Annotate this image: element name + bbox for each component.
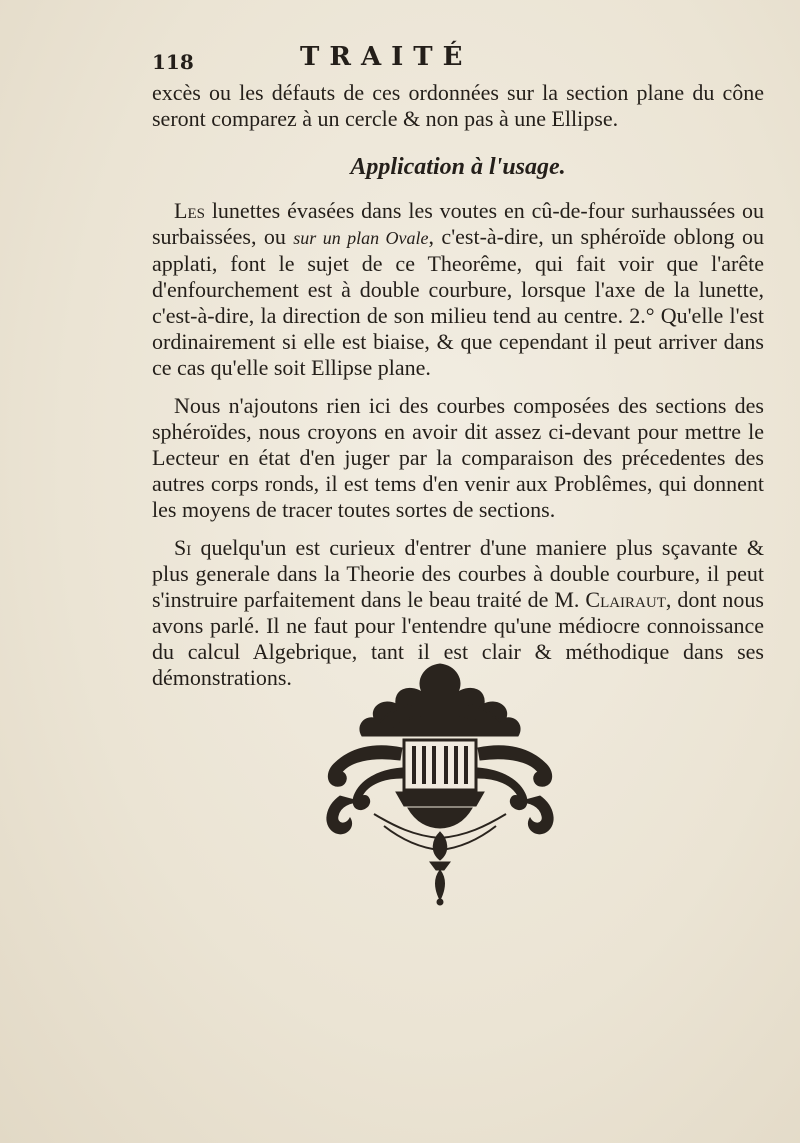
paragraph-spheroides: Nous n'ajoutons rien ici des courbes composées des sections des sphéroïdes, nous croyons en avoir dit assez ci-devant pour mettre le Lecteur en état d'en juger par la comparaison des précedentes des autres corps ronds, il est tems d'en venir aux Problêmes, qui donnent les moyens de tracer toutes sortes de sections. <box>152 393 764 522</box>
italic-phrase: sur un plan Ovale <box>293 228 429 248</box>
paragraph-continuation: excès ou les défauts de ces ordonnées sur la section plane du cône seront comparez à un cercle & non pas à une Ellipse. <box>152 80 764 131</box>
paragraph-lead-word: Les <box>174 198 205 223</box>
page-body <box>152 80 764 691</box>
author-name: Clairaut <box>585 587 666 612</box>
paragraph-lead-word: Si <box>174 535 192 560</box>
paragraph-text: lunettes évasées dans les voutes en cû-de-four surhaussées ou surbaissées, ou <box>152 198 764 249</box>
section-title: Application à l'usage. <box>350 154 566 180</box>
paragraph-text: quelqu'un est curieux d'entrer d'une maniere plus sçavante & plus generale dans la Theorie des courbes à double courbure, il peut s'instruire parfaitement dans le beau traité de M. <box>152 535 764 612</box>
running-title: TRAITÉ <box>300 42 473 72</box>
page-number: 118 <box>152 50 194 74</box>
page-header <box>152 40 762 76</box>
paragraph-lunettes <box>152 198 764 381</box>
cul-de-lampe-ornament-icon <box>304 656 576 906</box>
paragraph-text: , dont nous avons parlé. Il ne faut pour l'entendre qu'une médiocre connoissance du calcul Algebrique, tant il est clair & méthodique dans ses démonstrations. <box>152 587 764 690</box>
paragraph-text: , c'est-à-dire, un sphéroïde oblong ou applati, font le sujet de ce Theorême, qui fait voir que l'arête d'enfourchement est à double courbure, lorsque l'axe de la lunette, c'est-à-dire, la direction de son milieu tend au centre. 2.° Qu'elle l'est ordinairement si elle est biaise, & que cependant il peut arriver dans ce cas qu'elle soit Ellipse plane. <box>152 224 764 380</box>
